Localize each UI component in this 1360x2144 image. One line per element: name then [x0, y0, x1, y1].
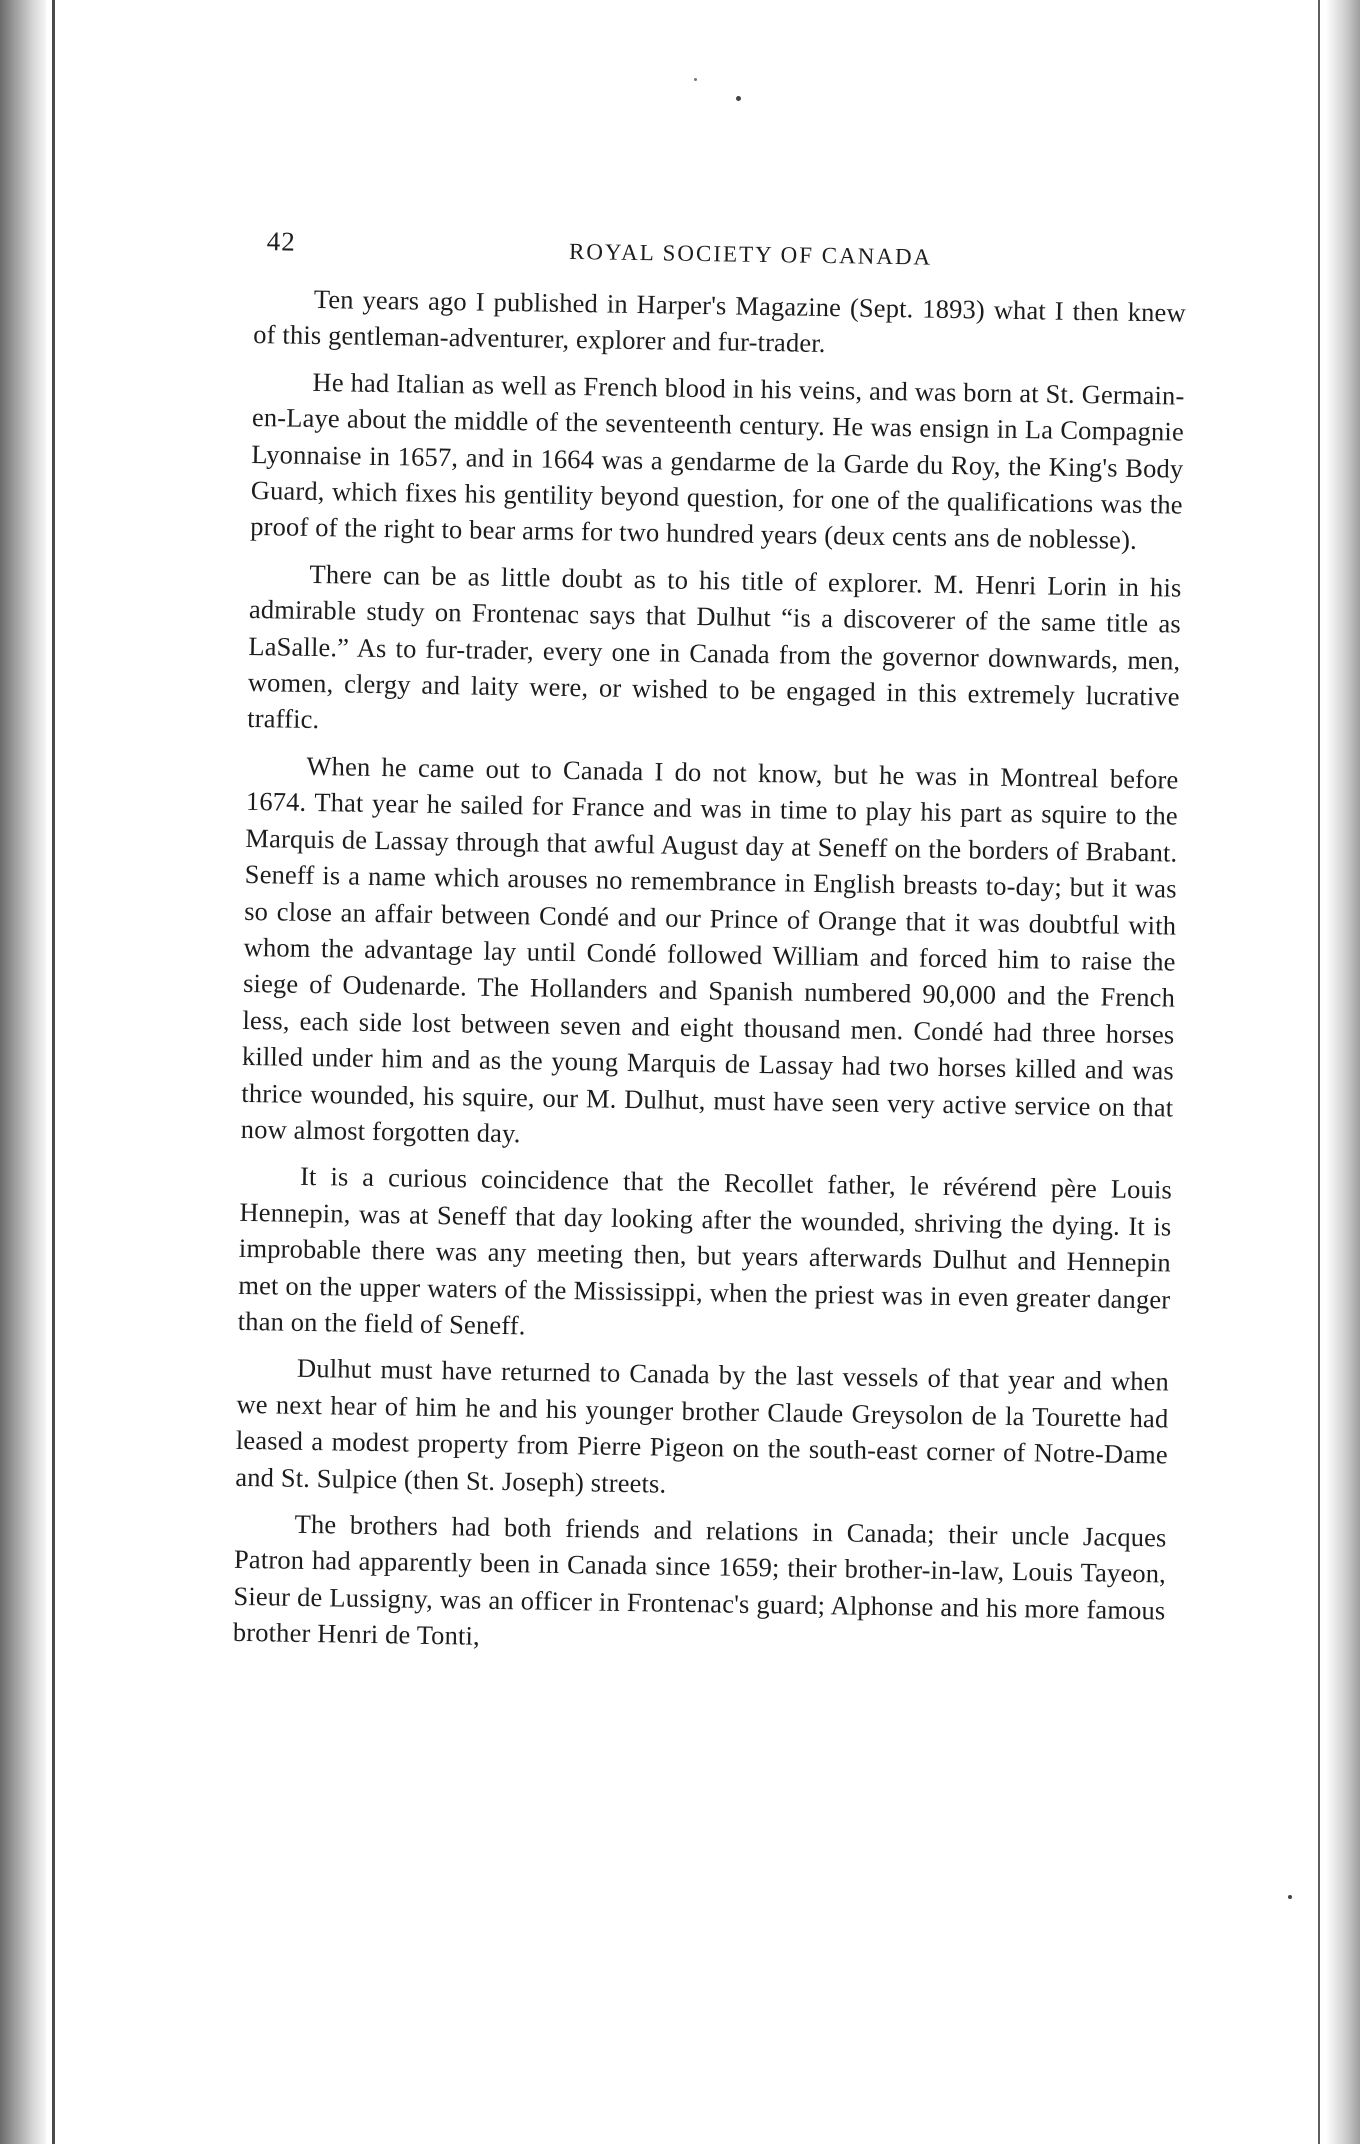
paragraph: Dulhut must have returned to Canada by the last vessels of that year and when we next hear of him he and his younger brother Claude Greysolon de la Tourette had leased a modest property from Pierre Pigeon on the south-east corner of Notre-Dame and St. Sulpice (then St. Joseph) streets. — [235, 1353, 1170, 1499]
body-text — [233, 280, 1186, 1665]
paragraph: Ten years ago I published in Harper's Magazine (Sept. 1893) what I then knew of this gentleman-adventurer, explorer and fur-trader. — [253, 283, 1186, 359]
paragraph: When he came out to Canada I do not know, but he was in Montreal before 1674. That year he sailed for France and was in time to play his part as squire to the Marquis de Lassay through that awful August day at Seneff on the borders of Brabant. Seneff is a name which arouses no remembrance in English breasts to-day; but it was so close an affair between Condé and our Prince of Orange that it was doubtful with whom the advantage lay until Condé followed William and forced him to raise the siege of Oudenarde. The Hollanders and Spanish numbered 90,000 and the French less, each side lost between seven and eight thousand men. Condé had three horses killed under him and as the young Marquis de Lassay had two horses killed and was thrice wounded, his squire, our M. Dulhut, must have seen very active service on that now almost forgotten day. — [240, 750, 1179, 1149]
left-border-line — [52, 0, 55, 2144]
page-number: 42 — [266, 226, 296, 257]
paragraph: The brothers had both friends and relations in Canada; their uncle Jacques Patron had apparently been in Canada since 1659; their brother-in-law, Louis Tayeon, Sieur de Lussigny, was an officer in Frontenac's guard; Alphonse and his more famous brother Henri de Tonti, — [232, 1508, 1167, 1651]
running-title: ROYAL SOCIETY OF CANADA — [568, 238, 933, 270]
ink-speck — [1288, 1895, 1292, 1899]
right-border-line — [1318, 0, 1320, 2144]
paragraph: It is a curious coincidence that the Recollet father, le révérend père Louis Hennepin, was at Seneff that day looking after the wounded, shriving the dying. It is improbable there was any meeting then, but years afterwards Dulhut and Hennepin met on the upper waters of the Mississippi, when the priest was in even greater danger than on the field of Seneff. — [237, 1161, 1173, 1341]
ink-speck — [736, 96, 741, 101]
running-head — [254, 226, 1187, 287]
paragraph: He had Italian as well as French blood in his veins, and was born at St. Germain-en-Laye about the middle of the seventeenth century. He was ensign in La Compagnie Lyonnaise in 1657, and in 1664 was a gendarme de la Garde du Roy, the King's Body Guard, which fixes his gentility beyond question, for one of the qualifications was the proof of the right to bear arms for two hundred years (deux cents ans de noblesse). — [250, 366, 1185, 556]
right-edge-shadow — [1326, 0, 1360, 2144]
binding-shadow — [0, 0, 46, 2144]
book-page — [232, 226, 1186, 1675]
paragraph: There can be as little doubt as to his title of explorer. M. Henri Lorin in his admirable study on Frontenac says that Dulhut “is a discoverer of the same title as LaSalle.” As to fur-trader, every one in Canada from the governor downwards, men, women, clergy and laity were, or wished to be engaged in this extremely lucrative traffic. — [247, 558, 1182, 735]
ink-speck — [694, 78, 697, 81]
